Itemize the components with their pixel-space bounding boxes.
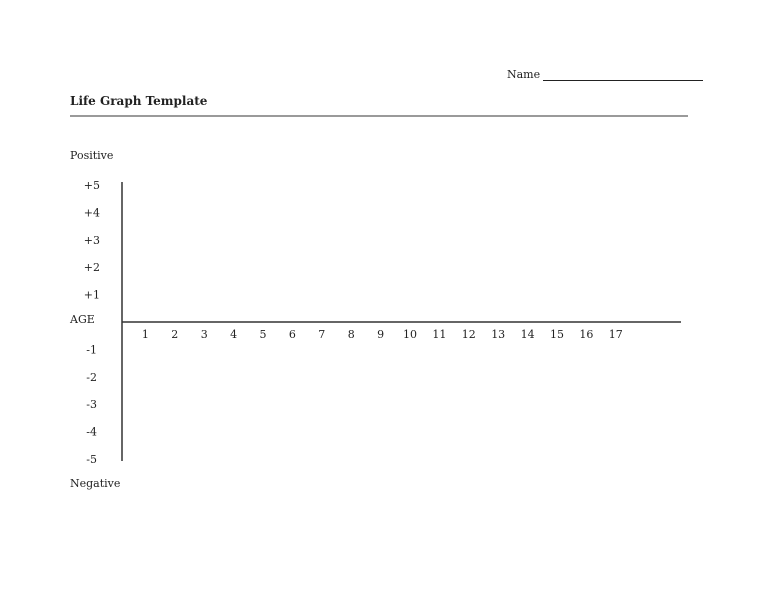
age-axis-label: AGE: [70, 313, 95, 326]
name-label: Name: [507, 68, 541, 81]
x-tick-label: 4: [230, 328, 238, 341]
page-title: Life Graph Template: [70, 94, 208, 108]
y-tick-label: -4: [86, 425, 97, 439]
negative-label: Negative: [70, 477, 121, 490]
y-tick-label: -3: [86, 398, 97, 412]
y-tick-label: -2: [86, 370, 97, 384]
x-tick-label: 1: [141, 328, 149, 341]
x-tick-label: 3: [200, 328, 208, 341]
x-tick-label: 16: [579, 328, 594, 341]
x-tick-label: 9: [377, 328, 385, 341]
y-tick-label: -5: [86, 453, 97, 466]
x-tick-label: 12: [461, 328, 476, 341]
x-tick-label: 7: [318, 328, 326, 341]
x-tick-label: 2: [171, 328, 179, 341]
positive-label: Positive: [70, 149, 114, 162]
y-tick-label: +4: [83, 206, 100, 220]
x-tick-label: 5: [259, 328, 267, 341]
y-tick-label: +5: [83, 179, 100, 192]
y-tick-label: -1: [86, 343, 97, 357]
x-tick-label: 11: [432, 328, 447, 341]
x-tick-label: 10: [403, 328, 417, 341]
x-tick-label: 14: [520, 328, 535, 341]
y-tick-label: +2: [83, 261, 100, 275]
y-tick-label: +1: [83, 288, 100, 302]
x-tick-label: 17: [608, 328, 623, 341]
x-tick-label: 13: [491, 328, 506, 341]
x-tick-label: 15: [550, 328, 564, 341]
y-tick-label: +3: [83, 233, 100, 247]
x-tick-label: 8: [347, 328, 355, 341]
x-tick-label: 6: [288, 328, 296, 341]
